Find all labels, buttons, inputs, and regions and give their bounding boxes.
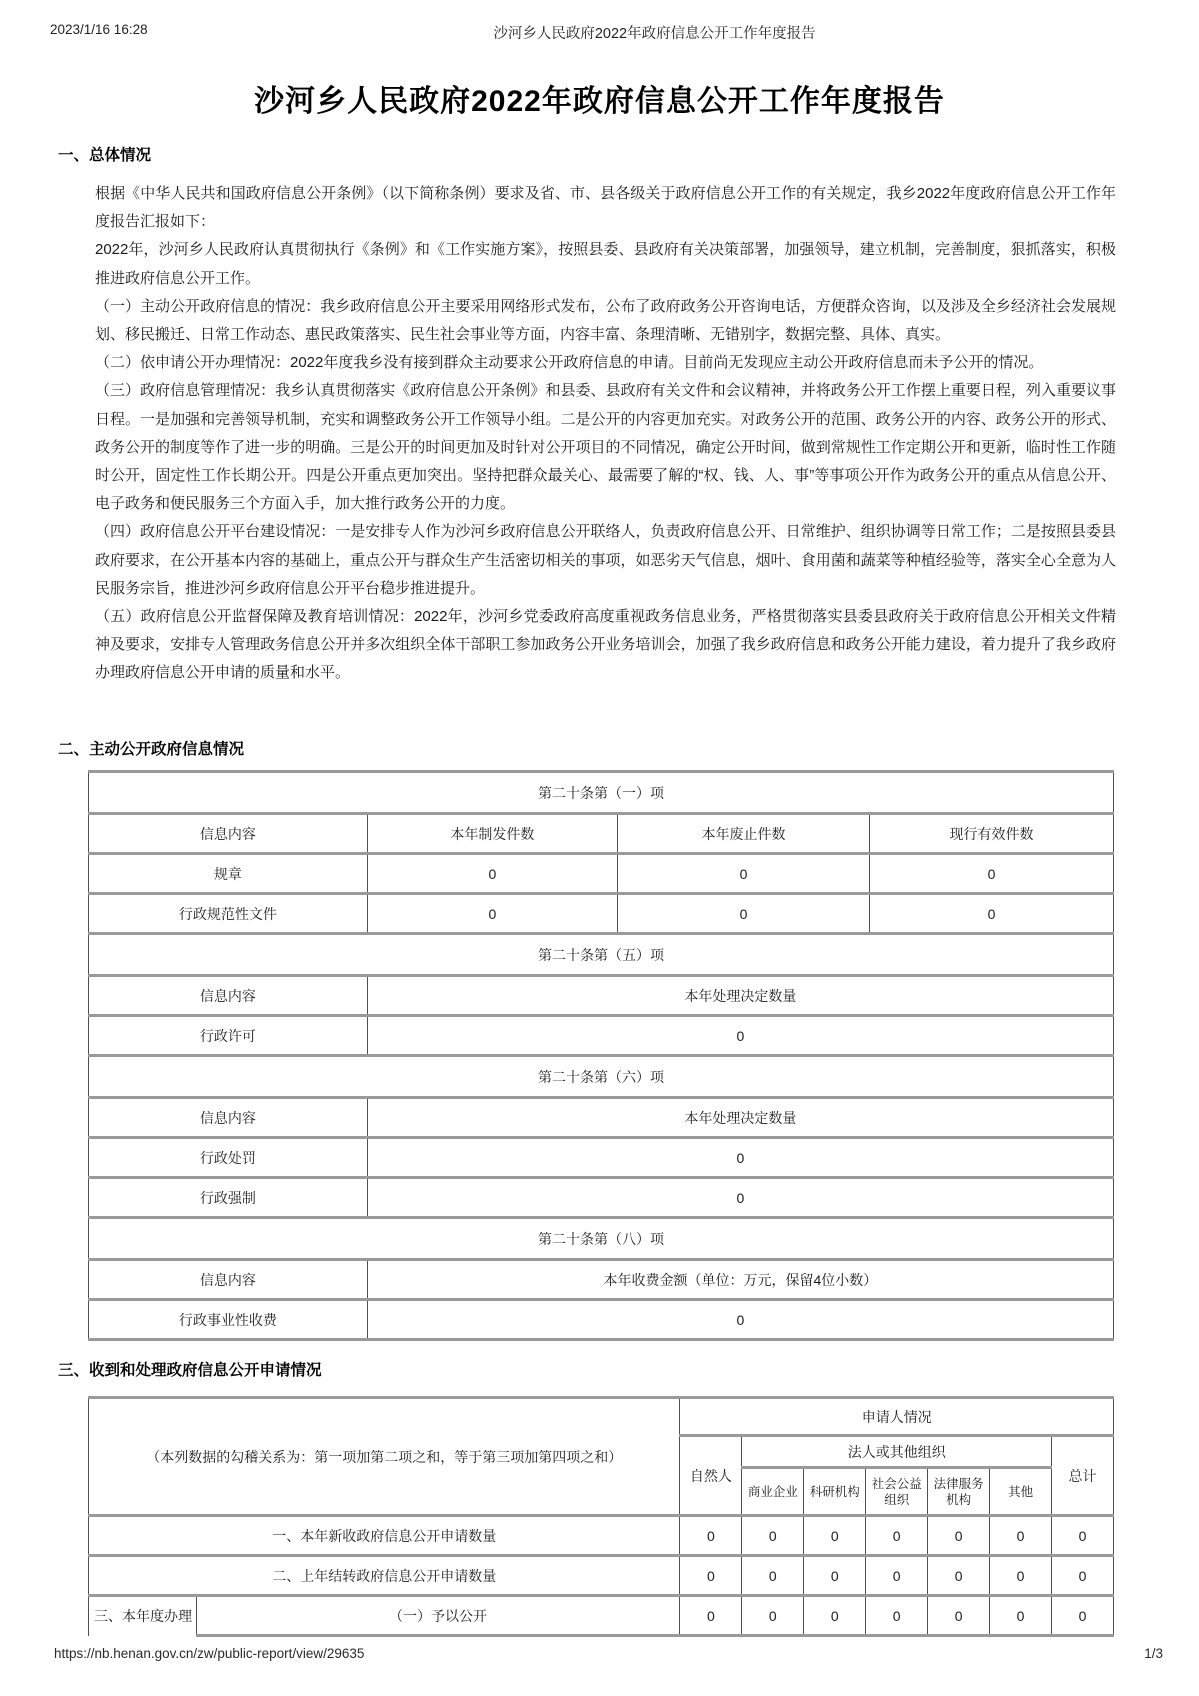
proactive-disclosure-table <box>88 770 1114 1341</box>
col-header: 本年处理决定数量 <box>367 976 1113 1016</box>
print-timestamp: 2023/1/16 16:28 <box>50 22 148 37</box>
section3-heading: 三、收到和处理政府信息公开申请情况 <box>58 1362 322 1379</box>
col-header: 信息内容 <box>89 1098 368 1138</box>
value-cell: 0 <box>742 1556 804 1596</box>
value-cell: 0 <box>870 894 1114 934</box>
band-cell: 第二十条第（五）项 <box>89 934 1114 976</box>
print-footer-page-number: 1/3 <box>1144 1646 1163 1661</box>
col-header: 本年废止件数 <box>617 814 869 854</box>
total-header: 总计 <box>1052 1436 1114 1516</box>
col-header: 本年处理决定数量 <box>367 1098 1113 1138</box>
value-cell: 0 <box>617 854 869 894</box>
value-cell: 0 <box>928 1596 990 1636</box>
col-header: 现行有效件数 <box>870 814 1114 854</box>
print-header-title: 沙河乡人民政府2022年政府信息公开工作年度报告 <box>493 26 816 42</box>
band-cell: 第二十条第（六）项 <box>89 1056 1114 1098</box>
section2-heading: 二、主动公开政府信息情况 <box>58 741 245 758</box>
value-cell: 0 <box>367 894 617 934</box>
value-cell: 0 <box>680 1556 742 1596</box>
legal-org-subheader: 商业企业 <box>742 1468 804 1516</box>
value-cell: 0 <box>870 854 1114 894</box>
row-label: 二、上年结转政府信息公开申请数量 <box>89 1556 680 1596</box>
col-header: 信息内容 <box>89 814 368 854</box>
value-cell: 0 <box>680 1516 742 1556</box>
col-header: 本年收费金额（单位：万元，保留4位小数） <box>367 1260 1113 1300</box>
value-cell: 0 <box>367 1016 1113 1056</box>
value-cell: 0 <box>1052 1596 1114 1636</box>
value-cell: 0 <box>367 1138 1113 1178</box>
value-cell: 0 <box>866 1516 928 1556</box>
value-cell: 0 <box>617 894 869 934</box>
value-cell: 0 <box>804 1516 866 1556</box>
value-cell: 0 <box>990 1596 1052 1636</box>
band-cell: 第二十条第（八）项 <box>89 1218 1114 1260</box>
value-cell: 0 <box>742 1516 804 1556</box>
col-header: 信息内容 <box>89 1260 368 1300</box>
value-cell: 0 <box>990 1556 1052 1596</box>
value-cell: 0 <box>367 1300 1113 1340</box>
row-label: 行政事业性收费 <box>89 1300 368 1340</box>
value-cell: 0 <box>928 1556 990 1596</box>
applicant-header-cell: 申请人情况 <box>680 1398 1114 1436</box>
natural-person-header: 自然人 <box>680 1436 742 1516</box>
row-label: 行政处罚 <box>89 1138 368 1178</box>
section1-heading: 一、总体情况 <box>58 147 152 164</box>
col-header: 本年制发件数 <box>367 814 617 854</box>
col-header: 信息内容 <box>89 976 368 1016</box>
value-cell: 0 <box>742 1596 804 1636</box>
value-cell: 0 <box>804 1556 866 1596</box>
paragraph: 2022年，沙河乡人民政府认真贯彻执行《条例》和《工作实施方案》，按照县委、县政府有关决策部署，加强领导，建立机制，完善制度，狠抓落实，积极推进政府信息公开工作。 <box>95 241 1116 287</box>
paragraph: （一）主动公开政府信息的情况：我乡政府信息公开主要采用网络形式发布，公布了政府政务公开咨询电话，方便群众咨询，以及涉及全乡经济社会发展规划、移民搬迁、日常工作动态、惠民政策落实、民生社会事业等方面，内容丰富、条理清晰、无错别字，数据完整、具体、真实。 <box>95 297 1116 344</box>
legal-org-subheader: 法律服务机构 <box>928 1468 990 1516</box>
section1-body <box>95 180 1116 732</box>
legal-org-header: 法人或其他组织 <box>742 1436 1052 1468</box>
legal-org-subheader: 科研机构 <box>804 1468 866 1516</box>
value-cell: 0 <box>866 1596 928 1636</box>
value-cell: 0 <box>680 1596 742 1636</box>
row-label: 行政强制 <box>89 1178 368 1218</box>
value-cell: 0 <box>367 1178 1113 1218</box>
band-cell: 第二十条第（一）项 <box>89 772 1114 814</box>
paragraph: （三）政府信息管理情况：我乡认真贯彻落实《政府信息公开条例》和县委、县政府有关文件和会议精神，并将政务公开工作摆上重要日程，列入重要议事日程。一是加强和完善领导机制，充实和调整政务公开工作领导小组。二是公开的内容更加充实。对政务公开的范围、政务公开的内容、政务公开的形式、政务公开的制度等作了进一步的明确。三是公开的时间更加及时针对公开项目的不同情况，确定公开时间，做到常规性工作定期公开和更新，临时性工作随时公开，固定性工作长期公开。四是公开重点更加突出。坚持把群众最关心、最需要了解的“权、钱、人、事”等事项公开作为政务公开的重点从信息公开、电子政务和便民服务三个方面入手，加大推行政务公开的力度。 <box>95 382 1116 513</box>
value-cell: 0 <box>1052 1556 1114 1596</box>
legal-org-subheader: 社会公益组织 <box>866 1468 928 1516</box>
note-cell: （本列数据的勾稽关系为：第一项加第二项之和，等于第三项加第四项之和） <box>89 1398 680 1516</box>
value-cell: 0 <box>990 1516 1052 1556</box>
row-label: 一、本年新收政府信息公开申请数量 <box>89 1516 680 1556</box>
legal-org-subheader: 其他 <box>990 1468 1052 1516</box>
paragraph: （二）依申请公开办理情况：2022年度我乡没有接到群众主动要求公开政府信息的申请。目前尚无发现应主动公开政府信息而未予公开的情况。 <box>95 354 1044 372</box>
row-label: 行政许可 <box>89 1016 368 1056</box>
paragraph: （四）政府信息公开平台建设情况：一是安排专人作为沙河乡政府信息公开联络人，负责政府信息公开、日常维护、组织协调等日常工作；二是按照县委县政府要求，在公开基本内容的基础上，重点公开与群众生产生活密切相关的事项，如恶劣天气信息，烟叶、食用菌和蔬菜等种植经验等，落实全心全意为人民服务宗旨，推进沙河乡政府信息公开平台稳步推进提升。 <box>95 523 1116 597</box>
paragraph: （五）政府信息公开监督保障及教育培训情况：2022年，沙河乡党委政府高度重视政务信息业务，严格贯彻落实县委县政府关于政府信息公开相关文件精神及要求，安排专人管理政务信息公开并多次组织全体干部职工参加政务公开业务培训会，加强了我乡政府信息和政务公开能力建设，着力提升了我乡政府办理政府信息公开申请的质量和水平。 <box>95 608 1116 682</box>
application-handling-table <box>88 1396 1114 1637</box>
value-cell: 0 <box>367 854 617 894</box>
row-label: （一）予以公开 <box>196 1596 680 1636</box>
value-cell: 0 <box>928 1516 990 1556</box>
row-label: 规章 <box>89 854 368 894</box>
paragraph: 根据《中华人民共和国政府信息公开条例》（以下简称条例）要求及省、市、县各级关于政府信息公开工作的有关规定，我乡2022年度政府信息公开工作年度报告汇报如下： <box>95 185 1116 231</box>
print-footer-url: https://nb.henan.gov.cn/zw/public-report/view/29635 <box>54 1646 365 1661</box>
value-cell: 0 <box>804 1596 866 1636</box>
value-cell: 0 <box>866 1556 928 1596</box>
group-label: 三、本年度办理 <box>89 1596 197 1636</box>
row-label: 行政规范性文件 <box>89 894 368 934</box>
page-title: 沙河乡人民政府2022年政府信息公开工作年度报告 <box>254 85 945 118</box>
value-cell: 0 <box>1052 1516 1114 1556</box>
